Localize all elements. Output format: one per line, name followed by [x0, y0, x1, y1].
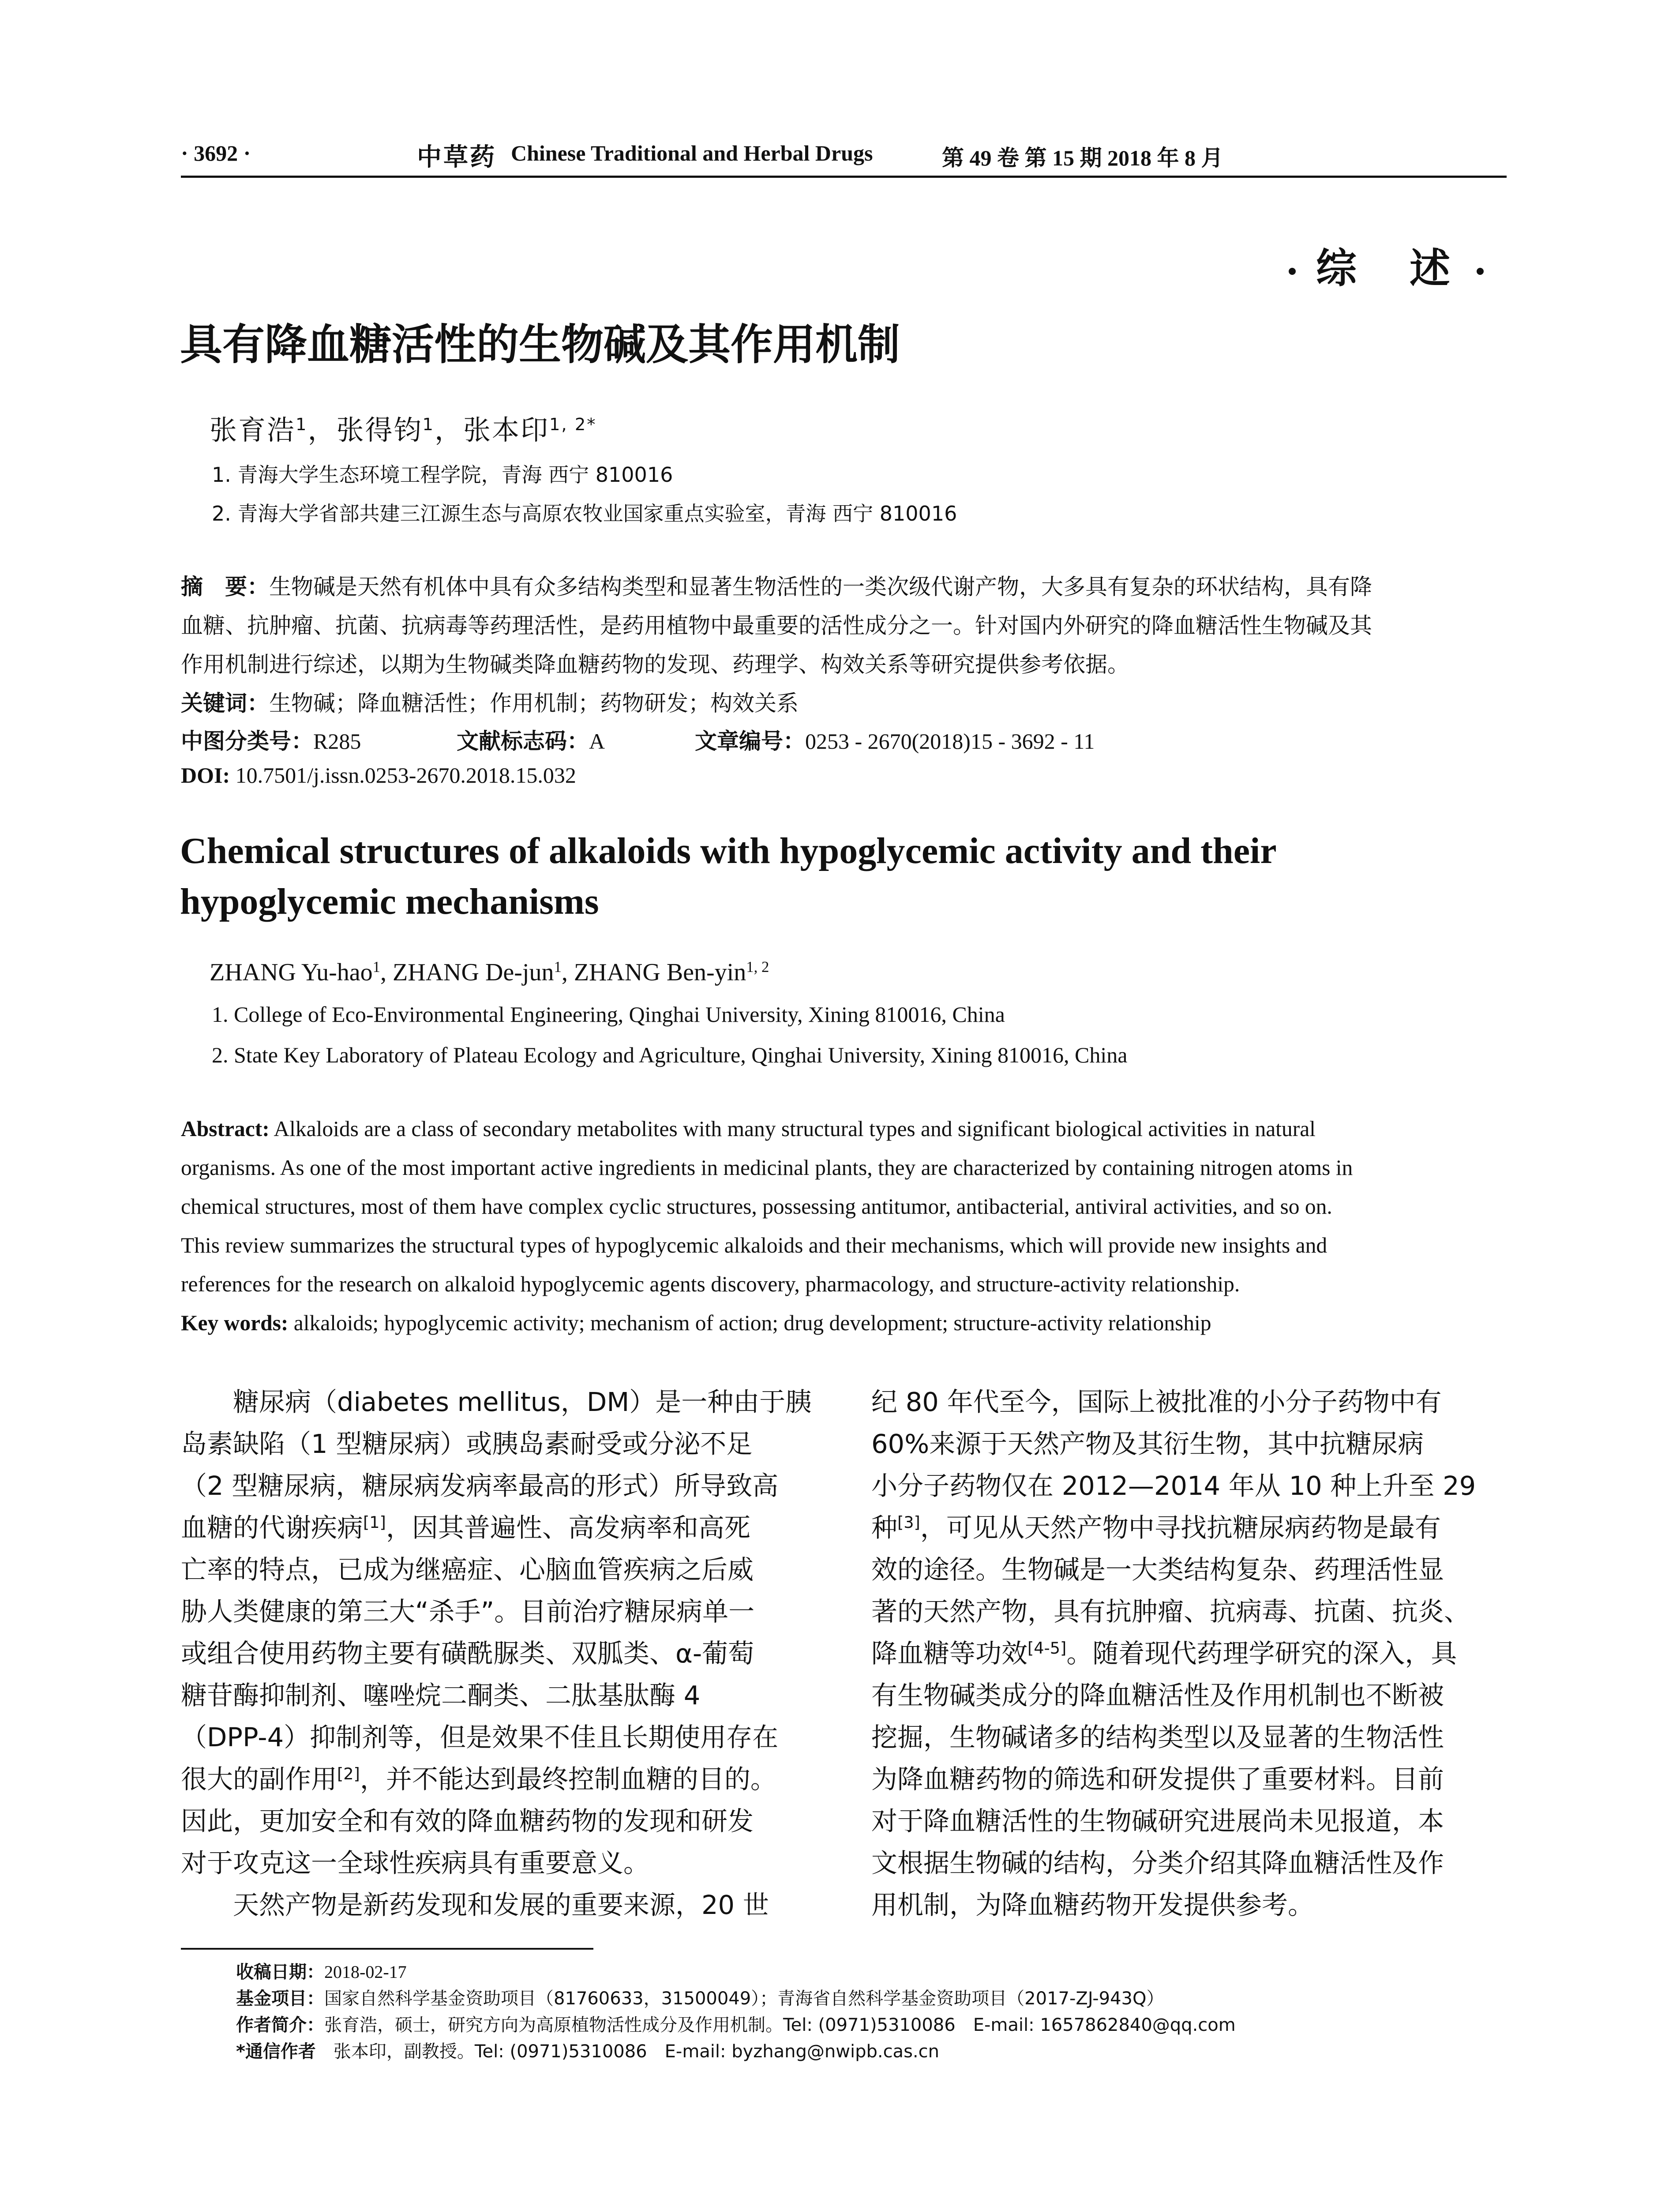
body-line: 60%来源于天然产物及其衍生物，其中抗糖尿病 [871, 1429, 1424, 1459]
author-affiliation-mark: 1 [554, 958, 562, 975]
en-abstract-line: references for the research on alkaloid hypoglycemic agents discovery, pharmacology, and structure-activity relationship. [181, 1272, 1240, 1296]
body-text: 种 [871, 1512, 898, 1543]
body-line [871, 1507, 1441, 1544]
body-line: 文根据生物碱的结构，分类介绍其降血糖活性及作 [871, 1848, 1444, 1878]
body-text: 降血糖等功效 [871, 1638, 1028, 1669]
footnote-label: *通信作者 [236, 2041, 316, 2062]
footnote-corresponding [236, 2037, 939, 2063]
header-rule [181, 176, 1507, 178]
cn-authors: 张育浩$^1$，张得钧$^1$，张本印$^{1, 2*}$ [210, 414, 597, 446]
clc-value: R285 [313, 729, 361, 754]
citation-ref[interactable]: [4-5] [1028, 1638, 1067, 1658]
article-number-value: 0253 - 2670(2018)15 - 3692 - 11 [805, 729, 1095, 754]
author-affiliation-mark: 1 [372, 958, 380, 975]
en-affiliation: 2. State Key Laboratory of Plateau Ecology and Agriculture, Qinghai University, Xining 810016, China [212, 1043, 1128, 1067]
cn-keywords-text: 生物碱；降血糖活性；作用机制；药物研发；构效关系 [269, 690, 799, 716]
en-keywords-label: Key words: [181, 1311, 289, 1335]
body-text: 血糖的代谢疾病 [181, 1512, 364, 1543]
author-affiliation-mark: 1 [296, 414, 308, 435]
en-abstract-line: organisms. As one of the most important active ingredients in medicinal plants, they are characterized by containing nitrogen atoms in [181, 1156, 1353, 1180]
footnote-text: 张育浩，硕士，研究方向为高原植物活性成分及作用机制。Tel: (0971)5310086 E-mail: 1657862840@qq.com [324, 2015, 1236, 2035]
en-abstract-line: This review summarizes the structural types of hypoglycemic alkaloids and their mechanisms, which will provide new insights and [181, 1233, 1328, 1257]
body-line: 对于降血糖活性的生物碱研究进展尚未见报道，本 [871, 1806, 1444, 1836]
page-number: · 3692 · [181, 141, 251, 165]
en-abstract-label: Abstract: [181, 1117, 270, 1141]
body-line: 天然产物是新药发现和发展的重要来源，20 世 [181, 1890, 769, 1920]
body-line: （2 型糖尿病，糖尿病发病率最高的形式）所导致高 [181, 1471, 779, 1501]
cn-abstract-text: 生物碱是天然有机体中具有众多结构类型和显著生物活性的一类次级代谢产物，大多具有复杂的环状结构，具有降 [269, 574, 1372, 600]
author-name: ZHANG De-jun [393, 959, 554, 986]
author-affiliation-mark: 1, 2* [549, 414, 597, 435]
clc-label: 中图分类号： [181, 728, 313, 754]
body-line: 糖尿病（diabetes mellitus，DM）是一种由于胰 [181, 1387, 812, 1417]
body-line [871, 1632, 1457, 1670]
footnote-label: 作者简介： [236, 2015, 324, 2035]
journal-name-en: Chinese Traditional and Herbal Drugs [511, 141, 873, 165]
doi-line [181, 762, 576, 788]
doi-label: DOI: [181, 763, 230, 788]
cn-abstract-line: 作用机制进行综述，以期为生物碱类降血糖药物的发现、药理学、构效关系等研究提供参考依据。 [181, 652, 1129, 677]
cn-keywords [181, 686, 799, 717]
footnote-text: 国家自然科学基金资助项目（81760633，31500049）；青海省自然科学基金资助项目（2017-ZJ-943Q） [324, 1988, 1164, 2009]
author-affiliation-mark: 1 [422, 414, 435, 435]
author-name: ZHANG Ben-yin [574, 959, 746, 986]
cn-affiliation: 1. 青海大学生态环境工程学院，青海 西宁 810016 [212, 463, 673, 487]
doc-code-value: A [589, 729, 605, 754]
body-line: 有生物碱类成分的降血糖活性及作用机制也不断被 [871, 1680, 1444, 1711]
citation-ref[interactable]: [2] [337, 1764, 360, 1783]
en-abstract-line [181, 1116, 1316, 1141]
section-label [1289, 236, 1484, 294]
en-keywords-text: alkaloids; hypoglycemic activity; mechanism of action; drug development; structure-activity relationship [293, 1311, 1211, 1335]
section-label-text: 综 述 [1316, 245, 1456, 292]
bullet-dot-icon [1289, 268, 1296, 275]
footnote-text: 张本印，副教授。Tel: (0971)5310086 E-mail: byzhang@nwipb.cas.cn [315, 2041, 939, 2062]
body-line: 用机制，为降血糖药物开发提供参考。 [871, 1890, 1314, 1920]
author-name: 张得钧 [336, 414, 423, 446]
body-line: 著的天然产物，具有抗肿瘤、抗病毒、抗菌、抗炎、 [871, 1596, 1470, 1627]
article-number-label: 文章编号： [695, 728, 805, 754]
footnote-label: 基金项目： [236, 1988, 324, 2009]
issue-info: 第 49 卷 第 15 期 2018 年 8 月 [942, 146, 1223, 170]
body-line: 小分子药物仅在 2012—2014 年从 10 种上升至 29 [871, 1471, 1476, 1501]
body-line: 为降血糖药物的筛选和研发提供了重要材料。目前 [871, 1764, 1444, 1794]
cn-abstract-label: 摘 要： [181, 574, 269, 600]
body-text: ，因其普遍性、高发病率和高死 [386, 1512, 750, 1543]
body-line: 挖掘，生物碱诸多的结构类型以及显著的生物活性 [871, 1722, 1444, 1752]
cn-affiliation: 2. 青海大学省部共建三江源生态与高原农牧业国家重点实验室，青海 西宁 810016 [212, 502, 957, 525]
cn-title: 具有降血糖活性的生物碱及其作用机制 [180, 320, 900, 369]
footnote-rule [181, 1948, 593, 1950]
body-text: ，可见从天然产物中寻找抗糖尿病药物是最有 [920, 1512, 1441, 1543]
en-keywords [181, 1310, 1211, 1336]
body-line: 或组合使用药物主要有磺酰脲类、双胍类、α-葡萄 [181, 1638, 754, 1669]
en-title-line: Chemical structures of alkaloids with hypoglycemic activity and their [180, 830, 1277, 871]
body-line: 糖苷酶抑制剂、噻唑烷二酮类、二肽基肽酶 4 [181, 1680, 701, 1711]
cn-keywords-label: 关键词： [181, 690, 269, 716]
author-name: 张本印 [463, 414, 549, 446]
journal-name-cn: 中草药 [417, 143, 496, 172]
body-text: 。随着现代药理学研究的深入，具 [1066, 1638, 1457, 1669]
en-affiliation: 1. College of Eco-Environmental Engineering, Qinghai University, Xining 810016, China [212, 1002, 1005, 1027]
body-line: 对于攻克这一全球性疾病具有重要意义。 [181, 1848, 650, 1878]
body-text: 很大的副作用 [181, 1764, 338, 1794]
footnote-text: 2018-02-17 [324, 1962, 407, 1982]
doc-code-label: 文献标志码： [457, 728, 589, 754]
body-line: 胁人类健康的第三大“杀手”。目前治疗糖尿病单一 [181, 1596, 755, 1627]
body-line: 因此，更加安全和有效的降血糖药物的发现和研发 [181, 1806, 754, 1836]
en-abstract-text: Alkaloids are a class of secondary metabolites with many structural types and significant biological activities in natural [274, 1117, 1316, 1141]
author-affiliation-mark: 1, 2 [746, 958, 769, 975]
footnote-label: 收稿日期： [236, 1962, 324, 1982]
cn-classification-line [181, 724, 361, 755]
cn-abstract-line [181, 569, 1372, 601]
citation-ref[interactable]: [1] [363, 1512, 386, 1532]
author-name: 张育浩 [210, 414, 296, 446]
doi-value[interactable]: 10.7501/j.issn.0253-2670.2018.15.032 [235, 763, 576, 788]
bullet-dot-icon [1477, 268, 1484, 275]
body-line [181, 1507, 750, 1544]
en-title-line: hypoglycemic mechanisms [180, 881, 599, 922]
en-authors: ZHANG Yu-hao$^1$, ZHANG De-jun$^1$, ZHANG Ben-yin$^{1, 2}$ [210, 958, 769, 986]
body-line: 岛素缺陷（1 型糖尿病）或胰岛素耐受或分泌不足 [181, 1429, 753, 1459]
footnote-received [236, 1958, 407, 1983]
author-name: ZHANG Yu-hao [210, 959, 373, 986]
body-line: 纪 80 年代至今，国际上被批准的小分子药物中有 [871, 1387, 1442, 1417]
body-line: （DPP-4）抑制剂等，但是效果不佳且长期使用存在 [181, 1722, 779, 1752]
footnote-author-bio [236, 2011, 1236, 2036]
body-line [181, 1758, 776, 1796]
citation-ref[interactable]: [3] [897, 1512, 920, 1532]
body-text: ，并不能达到最终控制血糖的目的。 [360, 1764, 776, 1794]
body-line: 亡率的特点，已成为继癌症、心脑血管疾病之后威 [181, 1554, 754, 1585]
footnote-funding [236, 1985, 1164, 2010]
body-line: 效的途径。生物碱是一大类结构复杂、药理活性显 [871, 1554, 1444, 1585]
cn-abstract-line: 血糖、抗肿瘤、抗菌、抗病毒等药理活性，是药用植物中最重要的活性成分之一。针对国内外研究的降血糖活性生物碱及其 [181, 613, 1372, 638]
en-abstract-line: chemical structures, most of them have complex cyclic structures, possessing antitumor, antibacterial, antiviral activities, and so on. [181, 1194, 1332, 1219]
doc-code [457, 724, 605, 755]
article-number [695, 724, 1095, 755]
